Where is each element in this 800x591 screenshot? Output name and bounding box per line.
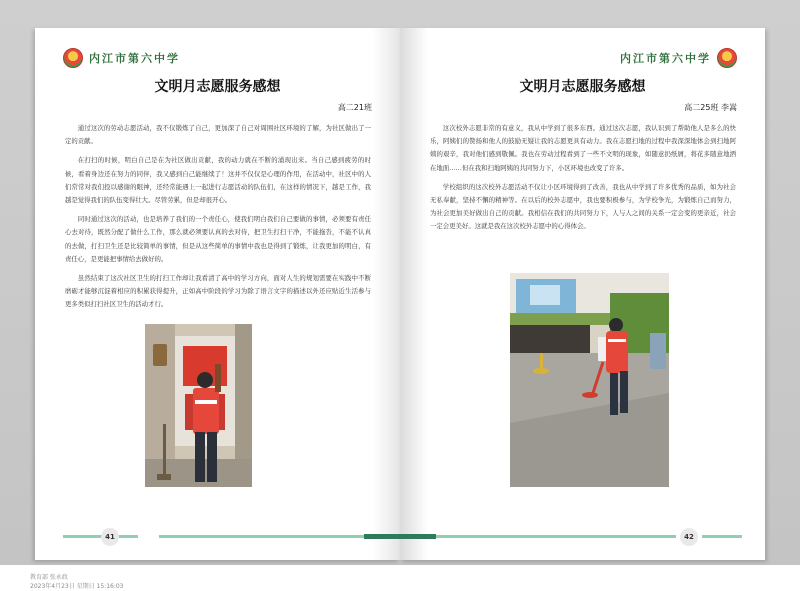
school-name: 内江市第六中学 xyxy=(620,52,711,65)
footer-line xyxy=(159,535,364,538)
footer-accent xyxy=(364,534,400,539)
paragraph: 这次校外志愿非常的有意义，我从中学到了很多东西。通过这次志愿，我认识到了帮助他人是多么的快乐，阿姨们的赞扬和他人的鼓励无疑让我的志愿更具有动力。我在志愿扫地的过程中我深深地体会到扫地阿姨的艰辛，我对他们感到敬佩。我也在劳动过程看到了一些不文明的现象，如随意扔纸屑，将花多随意地洒在地面……但在我和扫地阿姨的共同努力下，小区环境也改变了许多。 xyxy=(430,124,736,172)
footer-accent xyxy=(400,534,436,539)
class-byline: 高二25班 李嵩 xyxy=(684,103,737,112)
photo-image xyxy=(145,324,252,487)
essay-body xyxy=(430,122,736,240)
paragraph: 虽然结束了这次社区卫生的打扫工作却让我看清了高中的学习方向，面对人生的规划需要在实践中不断磨砺才能够沉淀着相应的积累获得提升，正如高中阶段的学习为除了语言文字的描述以外还应贴近生活参与更多类似打扫社区卫生的活动才行。 xyxy=(65,274,371,309)
left-header xyxy=(63,48,180,68)
paragraph: 通过这次的劳动志愿活动，我不仅锻炼了自己，更加深了自己对周围社区环境的了解，为社区做出了一定的贡献。 xyxy=(65,124,371,146)
footer-line xyxy=(436,535,676,538)
school-name: 内江市第六中学 xyxy=(89,52,180,65)
left-page xyxy=(35,28,400,560)
page-number: 42 xyxy=(680,528,698,546)
paragraph: 在打扫的时候，明白自己是在为社区做出贡献，我的动力就在不断的涌现出来。当自己感到疲劳的时候，看着身边还在努力的同伴，我又感到自己能继续了！这并不仅仅是心理的作用，在活动中，社区中的人们常常对我们投以感谢的眼神，还经常能遇上一起进行志愿活动的队伍们，在这样的情况下，越是工作，我越是觉得我们的队伍变得壮大。尽管劳累，但是却很开心。 xyxy=(65,156,371,205)
right-header xyxy=(620,48,737,68)
school-logo-icon xyxy=(717,48,737,68)
photo-image xyxy=(510,273,669,487)
footer-line xyxy=(702,535,742,538)
volunteer-photo-right xyxy=(510,273,669,487)
paragraph: 学校组织的这次校外志愿活动不仅让小区环境得到了改善，我也从中学到了许多优秀的品质，如为社会无私奉献，坚持不懈的精神等。在以后的校外志愿中，我也要积极参与，为学校争光，为锻炼自己而努力，为社会更加美好做出自己的贡献。我相信在我们的共同努力下，人与人之间的关系一定会变的更亲近，社会一定会更美好。这就是我在这次校外志愿中的心得体会。 xyxy=(430,182,736,231)
page-title: 文明月志愿服务感想 xyxy=(154,79,281,95)
watermark-line-2: 2023年4月23日 星期日 15:16:03 xyxy=(30,583,124,590)
essay-body xyxy=(65,122,371,318)
volunteer-photo-left xyxy=(145,324,252,487)
page-number: 41 xyxy=(101,528,119,546)
watermark-line-1: 教育部 张永政 xyxy=(30,574,68,581)
class-byline: 高二21班 xyxy=(337,103,372,112)
right-page xyxy=(400,28,765,560)
paragraph: 同时通过这次的活动，也是培养了我们的一个责任心，使我们明白我们自己要做的事情，必须要有责任心去对待，既然分配了做什么工作，那么就必须要认真的去对待，把卫生打扫干净，不能拖沓，不能不认真的去做，打扫卫生还是比较简单的事情，但是从这些简单的事情中我也是得到了锻炼，让我更加的明白，有责任心，是更能把事情给去做好的。 xyxy=(65,215,371,263)
gutter-shadow xyxy=(400,28,428,560)
page-title: 文明月志愿服务感想 xyxy=(519,79,646,95)
gutter-shadow xyxy=(372,28,400,560)
school-logo-icon xyxy=(63,48,83,68)
